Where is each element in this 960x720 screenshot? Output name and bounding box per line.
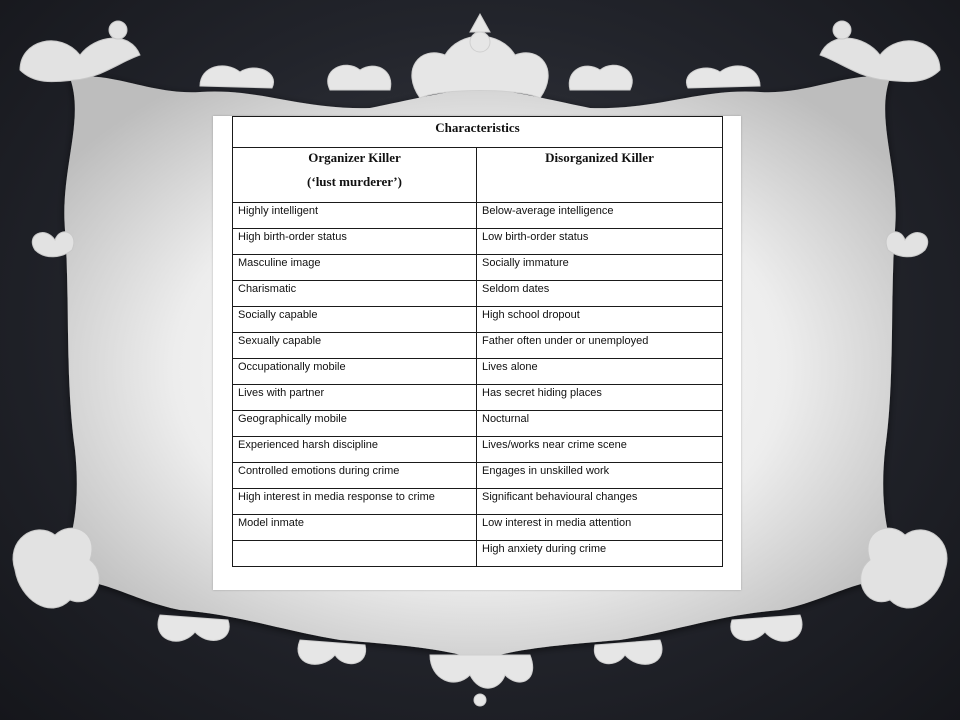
organized-trait-cell: Model inmate xyxy=(233,515,477,541)
organized-trait-cell: Sexually capable xyxy=(233,333,477,359)
table-row xyxy=(233,307,723,333)
organized-trait-cell: Lives with partner xyxy=(233,385,477,411)
disorganized-trait-cell: Low birth-order status xyxy=(477,229,723,255)
table-row xyxy=(233,359,723,385)
disorganized-trait-cell: Below-average intelligence xyxy=(477,203,723,229)
column-header-disorganized xyxy=(477,148,723,203)
disorganized-trait-cell: Engages in unskilled work xyxy=(477,463,723,489)
column-header-subtitle: (‘lust murderer’) xyxy=(307,174,402,189)
table-row xyxy=(233,255,723,281)
table-row xyxy=(233,437,723,463)
column-header-title: Disorganized Killer xyxy=(545,150,654,165)
table-title: Characteristics xyxy=(233,117,723,148)
table-row xyxy=(233,463,723,489)
table-row xyxy=(233,281,723,307)
organized-trait-cell: Charismatic xyxy=(233,281,477,307)
column-header-title: Organizer Killer xyxy=(308,150,401,165)
organized-trait-cell: Masculine image xyxy=(233,255,477,281)
disorganized-trait-cell: Lives/works near crime scene xyxy=(477,437,723,463)
disorganized-trait-cell: Seldom dates xyxy=(477,281,723,307)
column-header-organized xyxy=(233,148,477,203)
organized-trait-cell: Controlled emotions during crime xyxy=(233,463,477,489)
organized-trait-cell: High interest in media response to crime xyxy=(233,489,477,515)
table-row xyxy=(233,203,723,229)
organized-trait-cell: Occupationally mobile xyxy=(233,359,477,385)
disorganized-trait-cell: Nocturnal xyxy=(477,411,723,437)
table-title-row xyxy=(233,117,723,148)
characteristics-table-image xyxy=(213,116,741,590)
organized-trait-cell: Highly intelligent xyxy=(233,203,477,229)
organized-trait-cell: Experienced harsh discipline xyxy=(233,437,477,463)
disorganized-trait-cell: Lives alone xyxy=(477,359,723,385)
disorganized-trait-cell: Has secret hiding places xyxy=(477,385,723,411)
organized-trait-cell: Geographically mobile xyxy=(233,411,477,437)
table-header-row xyxy=(233,148,723,203)
table-row xyxy=(233,385,723,411)
table-row xyxy=(233,333,723,359)
table-row xyxy=(233,515,723,541)
organized-trait-cell: High birth-order status xyxy=(233,229,477,255)
disorganized-trait-cell: Father often under or unemployed xyxy=(477,333,723,359)
disorganized-trait-cell: Significant behavioural changes xyxy=(477,489,723,515)
top-ornament xyxy=(200,14,760,98)
table-row xyxy=(233,489,723,515)
table-row xyxy=(233,541,723,567)
table-row xyxy=(233,229,723,255)
disorganized-trait-cell: High anxiety during crime xyxy=(477,541,723,567)
disorganized-trait-cell: Socially immature xyxy=(477,255,723,281)
disorganized-trait-cell: Low interest in media attention xyxy=(477,515,723,541)
table-row xyxy=(233,411,723,437)
disorganized-trait-cell: High school dropout xyxy=(477,307,723,333)
characteristics-table xyxy=(232,116,723,567)
organized-trait-cell xyxy=(233,541,477,567)
organized-trait-cell: Socially capable xyxy=(233,307,477,333)
